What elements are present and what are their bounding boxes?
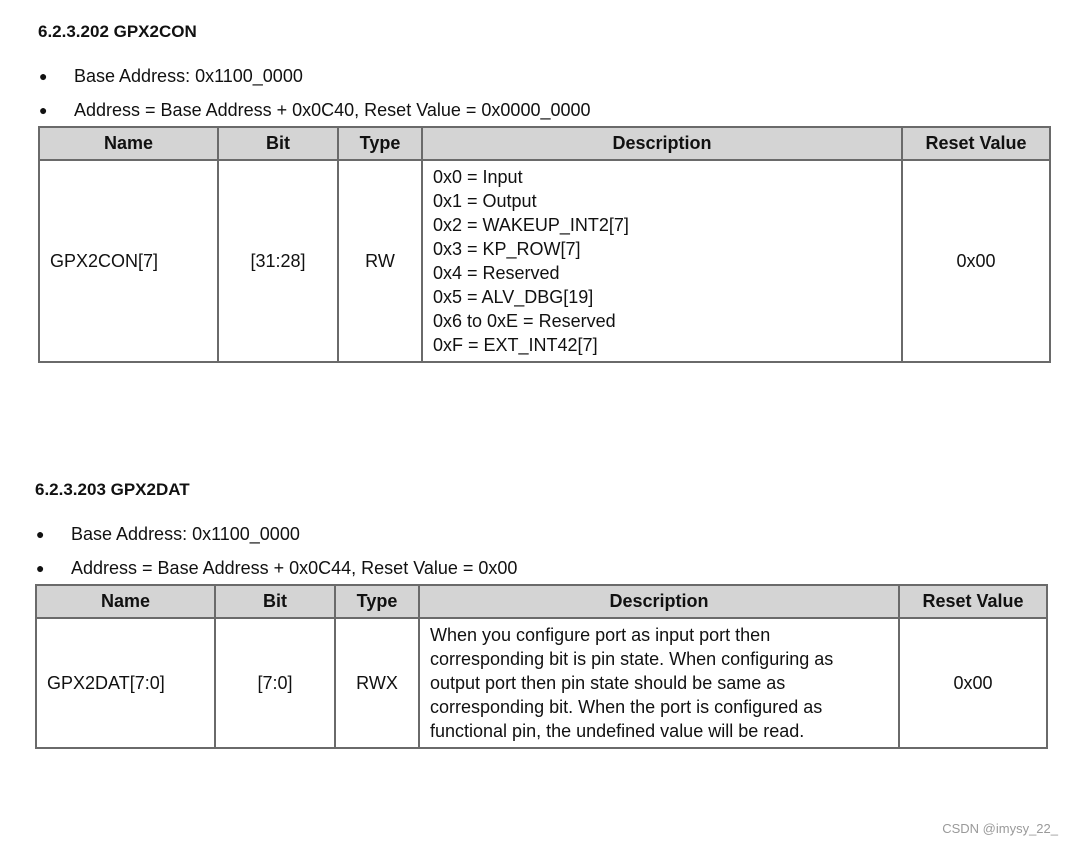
description-line: corresponding bit. When the port is configured as [430, 697, 823, 717]
bullet-icon: ● [36, 526, 45, 542]
bullet-icon: ● [39, 102, 48, 118]
column-header-reset-value: Reset Value [899, 585, 1047, 618]
table-row [36, 618, 1047, 748]
section-heading: 6.2.3.202 GPX2CON [38, 22, 197, 41]
description-line: 0x1 = Output [433, 191, 537, 211]
register-section-gpx2con [38, 20, 1051, 363]
register-section-gpx2dat [35, 478, 1048, 749]
column-header-name: Name [36, 585, 215, 618]
watermark: CSDN @imysy_22_ [942, 821, 1058, 836]
description-line: 0x2 = WAKEUP_INT2[7] [433, 215, 629, 235]
column-header-reset-value: Reset Value [902, 127, 1050, 160]
cell-type: RWX [335, 618, 419, 748]
cell-name: GPX2DAT[7:0] [36, 618, 215, 748]
cell-type: RW [338, 160, 422, 362]
cell-description [422, 160, 902, 362]
cell-bit: [31:28] [218, 160, 338, 362]
bullet-icon: ● [36, 560, 45, 576]
address-list [35, 522, 1048, 590]
register-table [35, 584, 1048, 749]
table-row [39, 160, 1050, 362]
register-table [38, 126, 1051, 363]
list-item [38, 64, 1051, 98]
description-line: functional pin, the undefined value will be read. [430, 721, 805, 741]
list-item [35, 522, 1048, 556]
column-header-bit: Bit [218, 127, 338, 160]
list-item [35, 556, 1048, 590]
section-heading: 6.2.3.203 GPX2DAT [35, 480, 190, 499]
description-line: output port then pin state should be same as [430, 673, 786, 693]
list-item [38, 98, 1051, 132]
description-line: When you configure port as input port then [430, 625, 771, 645]
description-line: 0x6 to 0xE = Reserved [433, 311, 616, 331]
description-line: 0x0 = Input [433, 167, 523, 187]
column-header-type: Type [338, 127, 422, 160]
cell-reset-value: 0x00 [902, 160, 1050, 362]
description-line: corresponding bit is pin state. When configuring as [430, 649, 834, 669]
cell-name: GPX2CON[7] [39, 160, 218, 362]
bullet-icon: ● [39, 68, 48, 84]
address-list [38, 64, 1051, 132]
description-line: 0x5 = ALV_DBG[19] [433, 287, 594, 307]
cell-reset-value: 0x00 [899, 618, 1047, 748]
base-address-text: Base Address: 0x1100_0000 [74, 66, 303, 86]
column-header-type: Type [335, 585, 419, 618]
base-address-text: Base Address: 0x1100_0000 [71, 524, 300, 544]
description-line: 0xF = EXT_INT42[7] [433, 335, 598, 355]
column-header-bit: Bit [215, 585, 335, 618]
description-line: 0x4 = Reserved [433, 263, 560, 283]
address-reset-text: Address = Base Address + 0x0C40, Reset Value = 0x0000_0000 [74, 100, 591, 120]
column-header-description: Description [422, 127, 902, 160]
description-line: 0x3 = KP_ROW[7] [433, 239, 581, 259]
column-header-description: Description [419, 585, 899, 618]
column-header-name: Name [39, 127, 218, 160]
address-reset-text: Address = Base Address + 0x0C44, Reset Value = 0x00 [71, 558, 518, 578]
cell-description [419, 618, 899, 748]
cell-bit: [7:0] [215, 618, 335, 748]
